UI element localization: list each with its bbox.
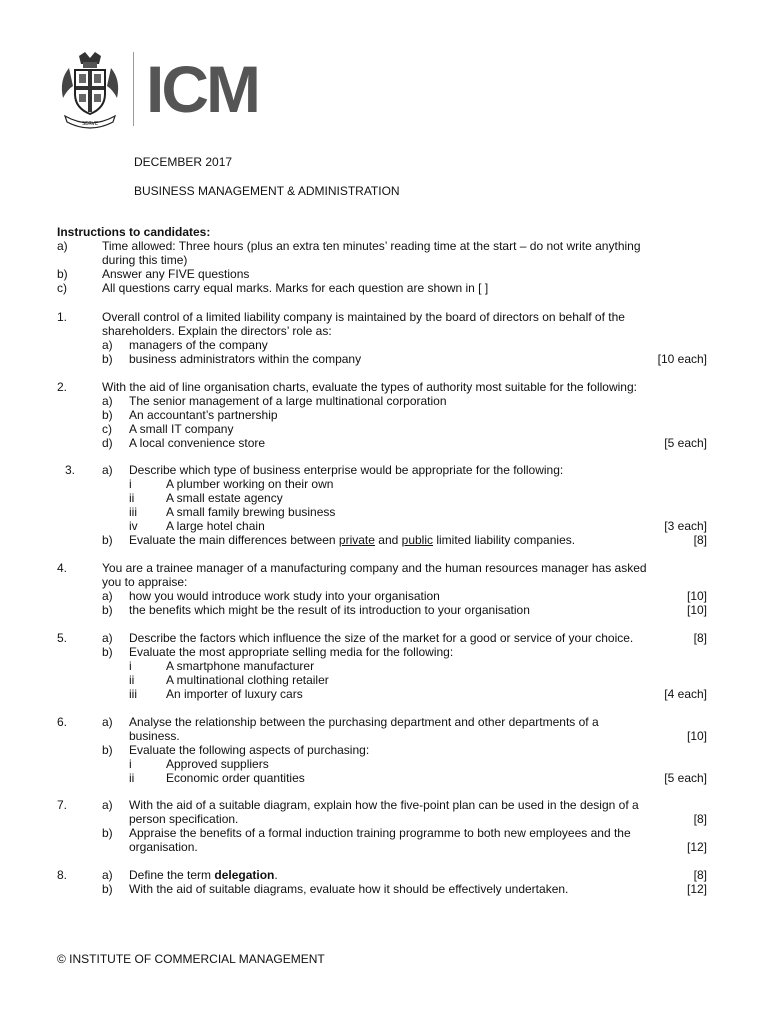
question-8: 8. a) Define the term delegation. [8] b) With the aid of suitable diagrams, evaluate how it should be effectively undertaken. [12] bbox=[57, 868, 707, 896]
question-number: 7. bbox=[57, 798, 68, 812]
marks: [12] bbox=[686, 840, 707, 854]
icm-logo: ICM bbox=[146, 52, 258, 126]
marks: [8] bbox=[693, 812, 707, 826]
question-number: 3. bbox=[65, 463, 76, 477]
instructions: Instructions to candidates: a) Time allowed: Three hours (plus an extra ten minutes’ reading time at the start – do not write anything during this time) b) Answer any FIVE questions c) All questions carry equal marks. Marks for each question are shown in [ ] bbox=[57, 225, 707, 295]
question-number: 8. bbox=[57, 868, 68, 882]
question-number: 2. bbox=[57, 380, 68, 394]
logo-divider bbox=[133, 52, 134, 126]
marks: [3 each] bbox=[664, 519, 707, 533]
question-2: 2. With the aid of line organisation charts, evaluate the types of authority most suitable for the following: a) The senior management of a large multinational corporation b) An accountant’s partnership c) A small IT company d) A local convenience store [5 each] bbox=[57, 380, 707, 450]
instructions-title: Instructions to candidates: bbox=[57, 225, 211, 239]
question-4: 4. You are a trainee manager of a manufacturing company and the human resources manager has asked you to appraise: a) how you would introduce work study into your organisation [10] b) the benefits which might be the result of its introduction to your organisation [10] bbox=[57, 561, 707, 617]
question-5: 5. a) Describe the factors which influence the size of the market for a good or service of your choice. [8] b) Evaluate the most appropriate selling media for the following: i A smartphone manufacturer ii A multinational clothing retailer iii An importer of luxury cars [4 each] bbox=[57, 631, 707, 701]
instruction-item: a) Time allowed: Three hours (plus an extra ten minutes’ reading time at the start – do not write anything bbox=[57, 239, 641, 253]
question-number: 5. bbox=[57, 631, 68, 645]
marks: [12] bbox=[686, 882, 707, 896]
marks: [10] bbox=[686, 589, 707, 603]
marks: [5 each] bbox=[664, 436, 707, 450]
instruction-item: c) All questions carry equal marks. Marks for each question are shown in [ ] bbox=[57, 281, 489, 295]
question-7: 7. a) With the aid of a suitable diagram, explain how the five-point plan can be used in the design of a person specification. [8] b) Appraise the benefits of a formal induction training programme to both new employees and the organisation. [12] bbox=[57, 798, 707, 854]
question-number: 1. bbox=[57, 310, 68, 324]
exam-subject: BUSINESS MANAGEMENT & ADMINISTRATION bbox=[134, 184, 400, 198]
question-number: 6. bbox=[57, 715, 68, 729]
marks: [5 each] bbox=[664, 771, 707, 785]
marks: [10 each] bbox=[657, 352, 707, 366]
marks: [10] bbox=[686, 603, 707, 617]
question-number: 4. bbox=[57, 561, 68, 575]
marks: [8] bbox=[693, 631, 707, 645]
marks: [8] bbox=[693, 533, 707, 547]
instruction-item: b) Answer any FIVE questions bbox=[57, 267, 250, 281]
marks: [4 each] bbox=[664, 687, 707, 701]
marks: [10] bbox=[686, 729, 707, 743]
question-1: 1. Overall control of a limited liability company is maintained by the board of directors on behalf of the shareholders. Explain the directors’ role as: a) managers of the company b) business administrators within the company [10 each] bbox=[57, 310, 707, 366]
crest-motto: SERVE bbox=[81, 121, 99, 127]
marks: [8] bbox=[693, 868, 707, 882]
exam-date: DECEMBER 2017 bbox=[134, 155, 233, 169]
question-6: 6. a) Analyse the relationship between the purchasing department and other departments of a business. [10] b) Evaluate the following aspects of purchasing: i Approved suppliers ii Economic order quantities [5 each] bbox=[57, 715, 707, 785]
crest-icon bbox=[55, 50, 125, 132]
copyright-footer: © INSTITUTE OF COMMERCIAL MANAGEMENT bbox=[57, 952, 325, 966]
question-3: 3. a) Describe which type of business enterprise would be appropriate for the following: i A plumber working on their own ii A small estate agency iii A small family brewing business iv A large hotel chain [3 each] b) Evaluate the main differences between private and public limited liability companies. [8] bbox=[65, 463, 707, 547]
